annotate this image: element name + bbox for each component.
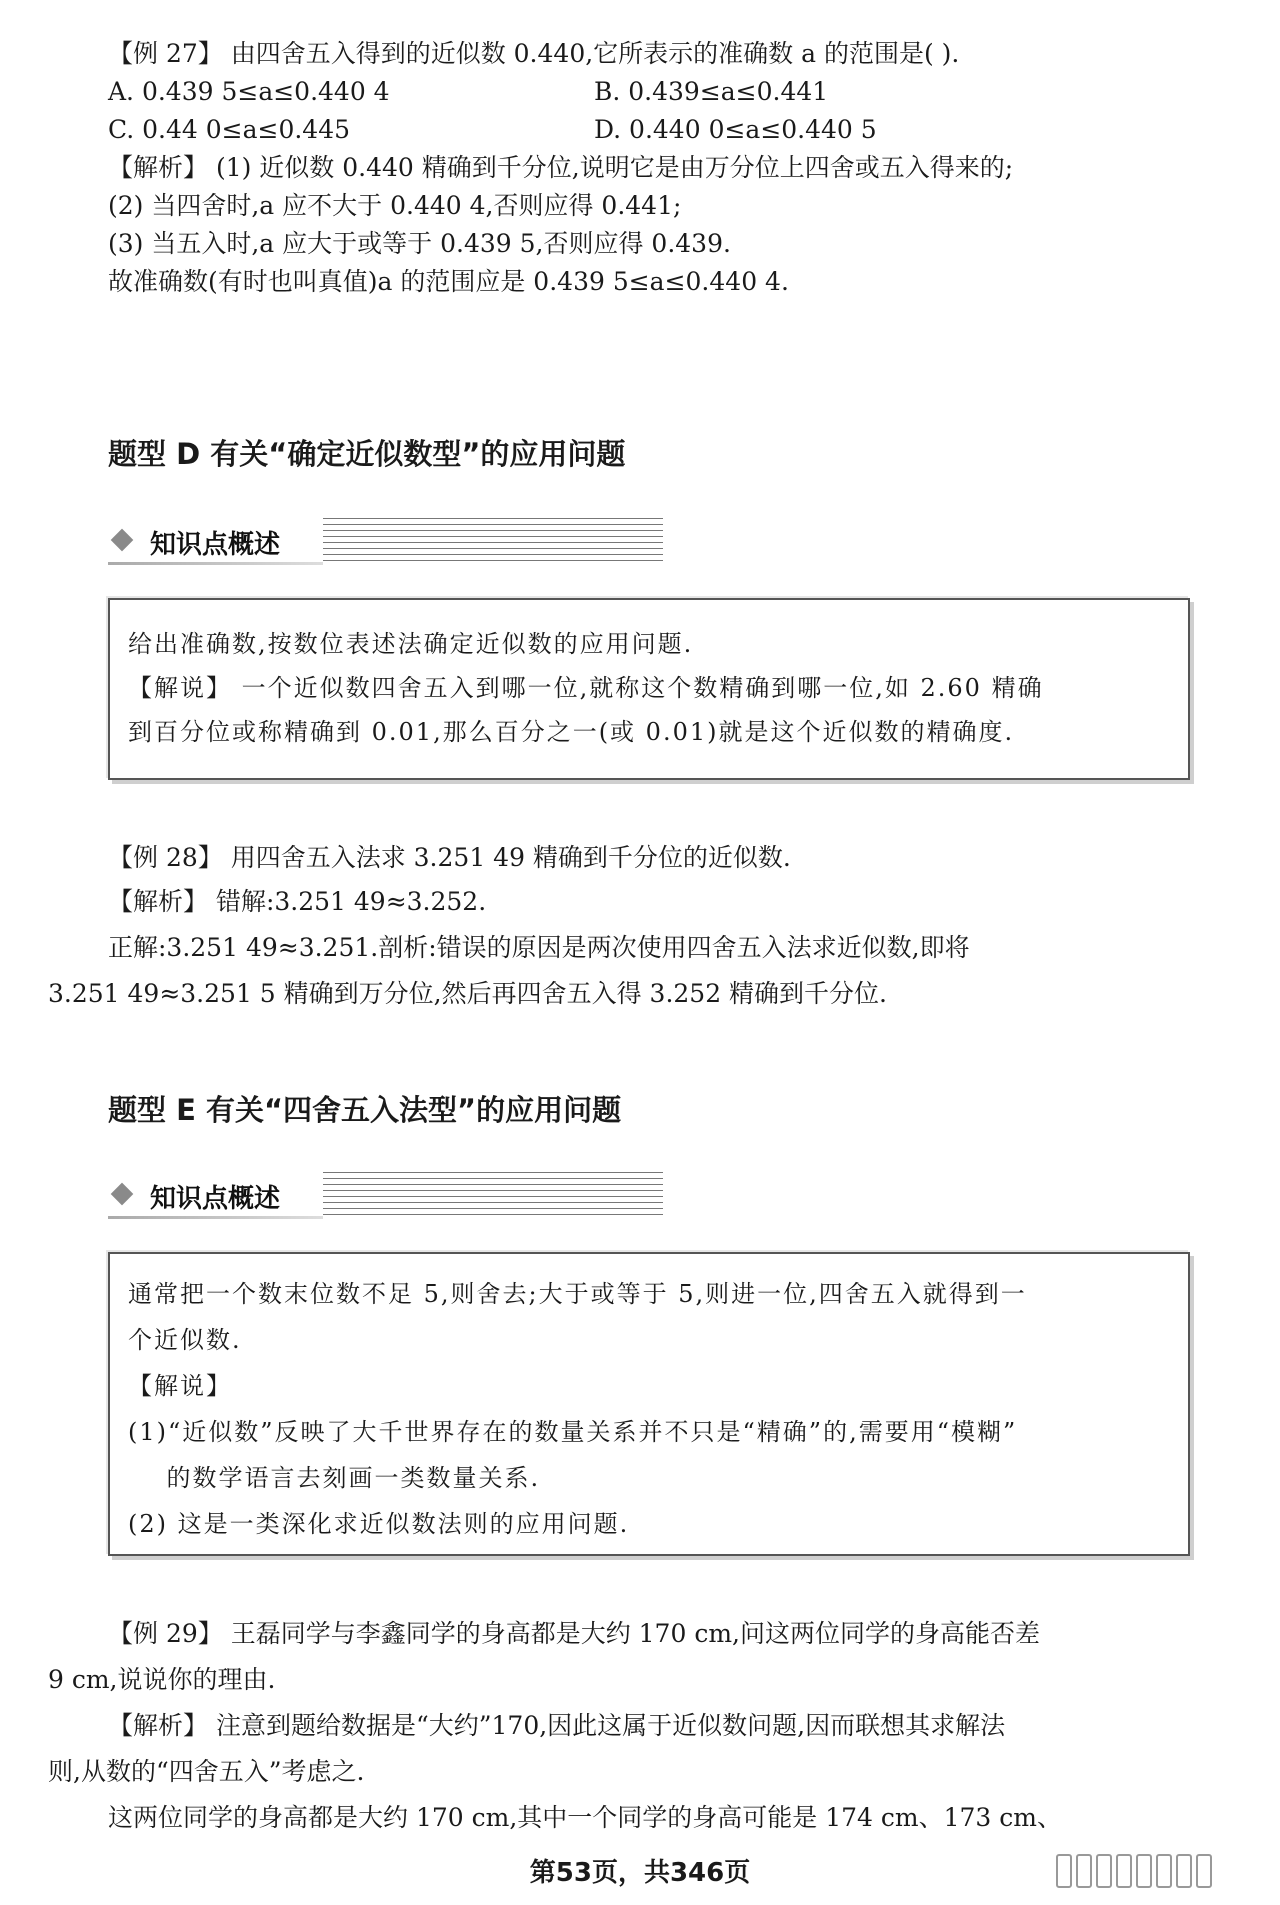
knowledge-box-e — [108, 1252, 1190, 1556]
knowledge-summary-title: 知识点概述 — [150, 530, 281, 560]
example-27-analysis-3: (3) 当五入时,a 应大于或等于 0.439 5,否则应得 0.439. — [108, 229, 731, 258]
box-e-line-6: (2) 这是一类深化求近似数法则的应用问题. — [128, 1510, 630, 1538]
underline-decoration — [108, 562, 323, 565]
box-d-line-1: 给出准确数,按数位表述法确定近似数的应用问题. — [128, 630, 694, 658]
box-d-line-2: 【解说】 一个近似数四舍五入到哪一位,就称这个数精确到哪一位,如 2.60 精确 — [128, 674, 1044, 702]
example-29-question-1: 【例 29】 王磊同学与李鑫同学的身高都是大约 170 cm,问这两位同学的身高能否差 — [108, 1619, 1040, 1648]
option-d: D. 0.440 0≤a≤0.440 5 — [594, 115, 877, 144]
example-27-analysis-4: 故准确数(有时也叫真值)a 的范围应是 0.439 5≤a≤0.440 4. — [108, 267, 789, 296]
stripes-decoration — [323, 518, 663, 562]
example-27-analysis-2: (2) 当四舍时,a 应不大于 0.440 4,否则应得 0.441; — [108, 191, 682, 220]
box-e-line-4: (1)“近似数”反映了大千世界存在的数量关系并不只是“精确”的,需要用“模糊” — [128, 1418, 1018, 1446]
example-29-analysis-1: 【解析】 注意到题给数据是“大约”170,因此这属于近似数问题,因而联想其求解法 — [108, 1711, 1006, 1740]
example-29-question-2: 9 cm,说说你的理由. — [48, 1665, 276, 1694]
knowledge-summary-header-d — [108, 514, 663, 570]
knowledge-summary-title: 知识点概述 — [150, 1184, 281, 1214]
section-e-heading: 题型 E 有关“四舍五入法型”的应用问题 — [108, 1093, 622, 1127]
box-e-line-2: 个近似数. — [128, 1326, 242, 1354]
example-28-question: 【例 28】 用四舍五入法求 3.251 49 精确到千分位的近似数. — [108, 843, 791, 872]
example-29-analysis-2: 则,从数的“四舍五入”考虑之. — [48, 1757, 365, 1786]
box-e-line-3: 【解说】 — [128, 1372, 232, 1400]
box-d-line-3: 到百分位或称精确到 0.01,那么百分之一(或 0.01)就是这个近似数的精确度. — [128, 718, 1015, 746]
knowledge-box-d — [108, 598, 1190, 780]
example-27-question: 【例 27】 由四舍五入得到的近似数 0.440,它所表示的准确数 a 的范围是( ). — [108, 39, 960, 68]
example-27-analysis-1: 【解析】 (1) 近似数 0.440 精确到千分位,说明它是由万分位上四舍或五入得来的; — [108, 153, 1014, 182]
box-e-line-1: 通常把一个数末位数不足 5,则舍去;大于或等于 5,则进一位,四舍五入就得到一 — [128, 1280, 1027, 1308]
diamond-icon — [111, 1183, 134, 1206]
example-28-analysis-1: 【解析】 错解:3.251 49≈3.252. — [108, 887, 487, 916]
diamond-icon — [111, 529, 134, 552]
example-28-analysis-2: 正解:3.251 49≈3.251.剖析:错误的原因是两次使用四舍五入法求近似数,即将 — [108, 933, 970, 962]
knowledge-summary-header-e — [108, 1168, 663, 1224]
page-number: 第53页，共346页 — [529, 1858, 751, 1888]
example-29-analysis-3: 这两位同学的身高都是大约 170 cm,其中一个同学的身高可能是 174 cm、173 cm、 — [108, 1803, 1062, 1832]
example-28-analysis-3: 3.251 49≈3.251 5 精确到万分位,然后再四舍五入得 3.252 精确到千分位. — [48, 979, 888, 1008]
box-e-line-5: 的数学语言去刻画一类数量关系. — [128, 1464, 541, 1492]
option-b: B. 0.439≤a≤0.441 — [594, 77, 829, 106]
underline-decoration — [108, 1216, 323, 1219]
section-d-heading: 题型 D 有关“确定近似数型”的应用问题 — [108, 437, 626, 471]
option-a: A. 0.439 5≤a≤0.440 4 — [108, 77, 390, 106]
option-c: C. 0.44 0≤a≤0.445 — [108, 115, 351, 144]
stripes-decoration — [323, 1172, 663, 1216]
watermark-bars-decoration — [1056, 1850, 1256, 1890]
